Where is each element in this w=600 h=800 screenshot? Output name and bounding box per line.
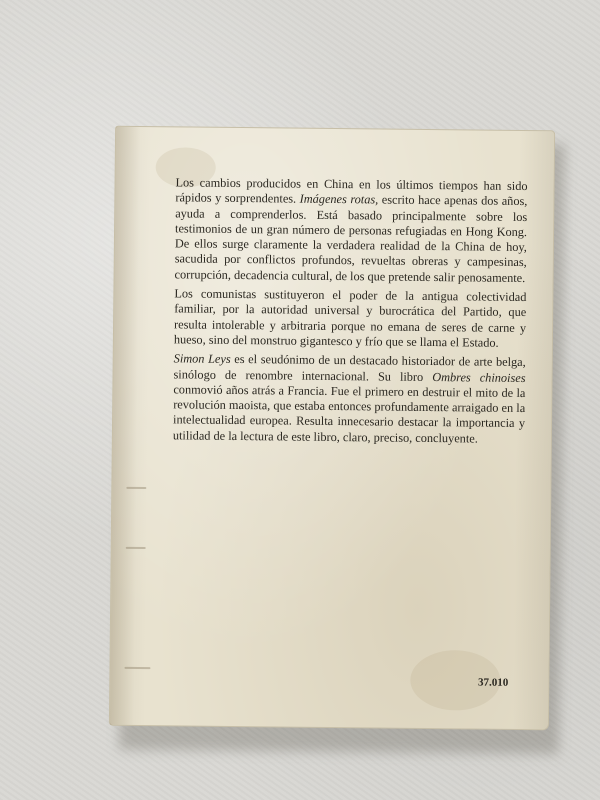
book-back-cover <box>109 126 555 731</box>
blurb-text-run: conmovió años atrás a Francia. Fue el primero en destruir el mito de la revolución maoista, que estaba entonces profundamente arraigado en la intelectualidad europea. Resulta innecesario destacar la importancia y utilidad de la lectura de este libro, claro, preciso, concluyente. <box>172 382 526 446</box>
blurb-text-run: Los cambios producidos en China en los últimos tiempos han sido rápidos y sorprendentes. <box>175 175 528 206</box>
spine-crease <box>126 547 146 549</box>
book-title-emphasis: Imágenes rotas, <box>299 191 379 207</box>
catalog-number: 37.010 <box>478 676 509 689</box>
spine-wear <box>110 127 140 725</box>
book-title-emphasis: Ombres chinoises <box>432 369 526 385</box>
blurb-paragraph-3 <box>173 352 526 447</box>
blurb-text-run: escrito hace apenas dos años, ayuda a comprenderlos. Está basado principalmente sobre los testimonios de un gran número de personas refugiadas en Hong Kong. De ellos surge claramente la verdadera realidad de la China de hoy, sacudida por conflictos profundos, revueltas obreras y campesinas, corrupción, decadencia cultural, de los que pretende salir penosamente. <box>174 192 528 285</box>
author-name-emphasis: Simon Leys <box>173 351 231 367</box>
blurb-paragraph-1 <box>175 175 528 286</box>
spine-crease <box>124 667 150 669</box>
blurb-text-run: es el seudónimo de un destacado historiador de arte belga, sinólogo de renombre internacional. Su libro <box>173 352 526 384</box>
blurb-text <box>173 175 528 451</box>
blurb-paragraph-2 <box>174 286 527 351</box>
spine-crease <box>126 487 146 489</box>
blurb-text-run: Los comunistas sustituyeron el poder de la antigua colectividad familiar, por la autoridad universal y burocrática del Partido, que resulta intolerable y arbitraria porque no emana de seres de carne y hueso, sino del monstruo gigantesco y frío que se llama el Estado. <box>173 286 527 350</box>
